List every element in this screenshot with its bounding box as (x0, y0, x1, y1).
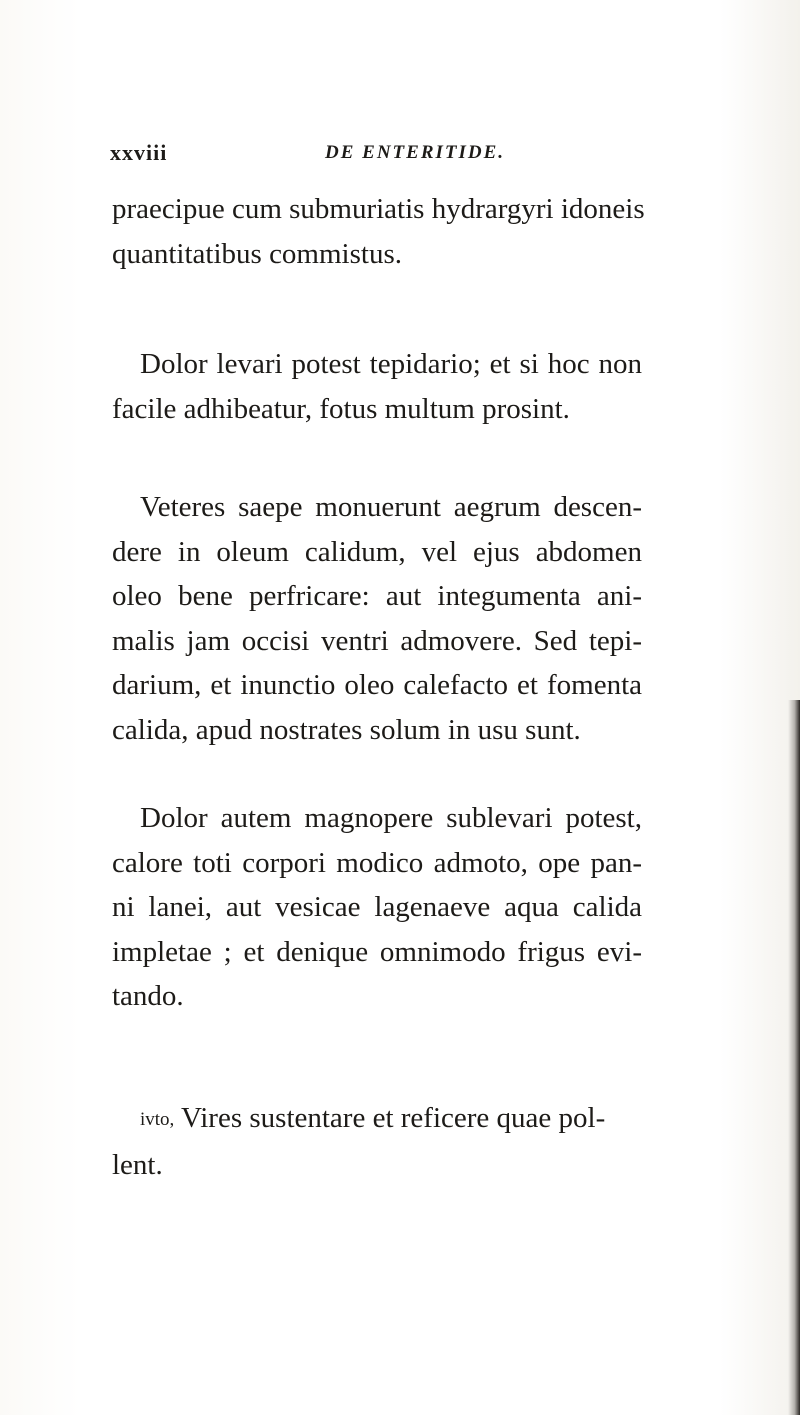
text-line: dere in oleum calidum, vel ejus abdomen (112, 535, 642, 568)
paragraph-5 (112, 1096, 642, 1187)
text-line: oleo bene perfricare: aut integumenta ani- (112, 580, 642, 612)
text-line: malis jam occisi ventri admovere. Sed tepi- (112, 624, 642, 657)
text-line-body: Vires sustentare et reficere quae pol- (181, 1102, 606, 1134)
text-line: praecipue cum submuriatis hydrargyri idoneis (112, 193, 645, 225)
text-line: Dolor autem magnopere sublevari potest, (140, 802, 642, 834)
text-line: quantitatibus commistus. (112, 237, 402, 270)
text-line: lent. (112, 1148, 163, 1181)
paragraph-3 (112, 485, 642, 752)
text-line: darium, et inunctio oleo calefacto et fomenta (112, 669, 642, 701)
text-line: facile adhibeatur, fotus multum prosint. (112, 392, 570, 425)
text-line (112, 1096, 642, 1143)
text-line: ni lanei, aut vesicae lagenaeve aqua calida (112, 891, 642, 923)
text-line: Veteres saepe monuerunt aegrum descen- (140, 491, 642, 523)
paragraph-4 (112, 796, 642, 1019)
text-line: calore toti corpori modico admoto, ope pan- (112, 846, 642, 879)
running-header (110, 140, 670, 170)
section-marker: ivto, (140, 1109, 175, 1130)
paragraph-1 (112, 187, 645, 276)
paragraph-2 (112, 342, 642, 431)
running-title: DE ENTERITIDE. (325, 142, 506, 163)
text-line: impletae ; et denique omnimodo frigus evi- (112, 935, 642, 968)
page-number: xxviii (110, 140, 168, 165)
text-line: tando. (112, 980, 184, 1012)
text-line: calida, apud nostrates solum in usu sunt. (112, 713, 581, 746)
page-edge-shadow (788, 700, 800, 1415)
text-line: Dolor levari potest tepidario; et si hoc non (140, 348, 642, 380)
